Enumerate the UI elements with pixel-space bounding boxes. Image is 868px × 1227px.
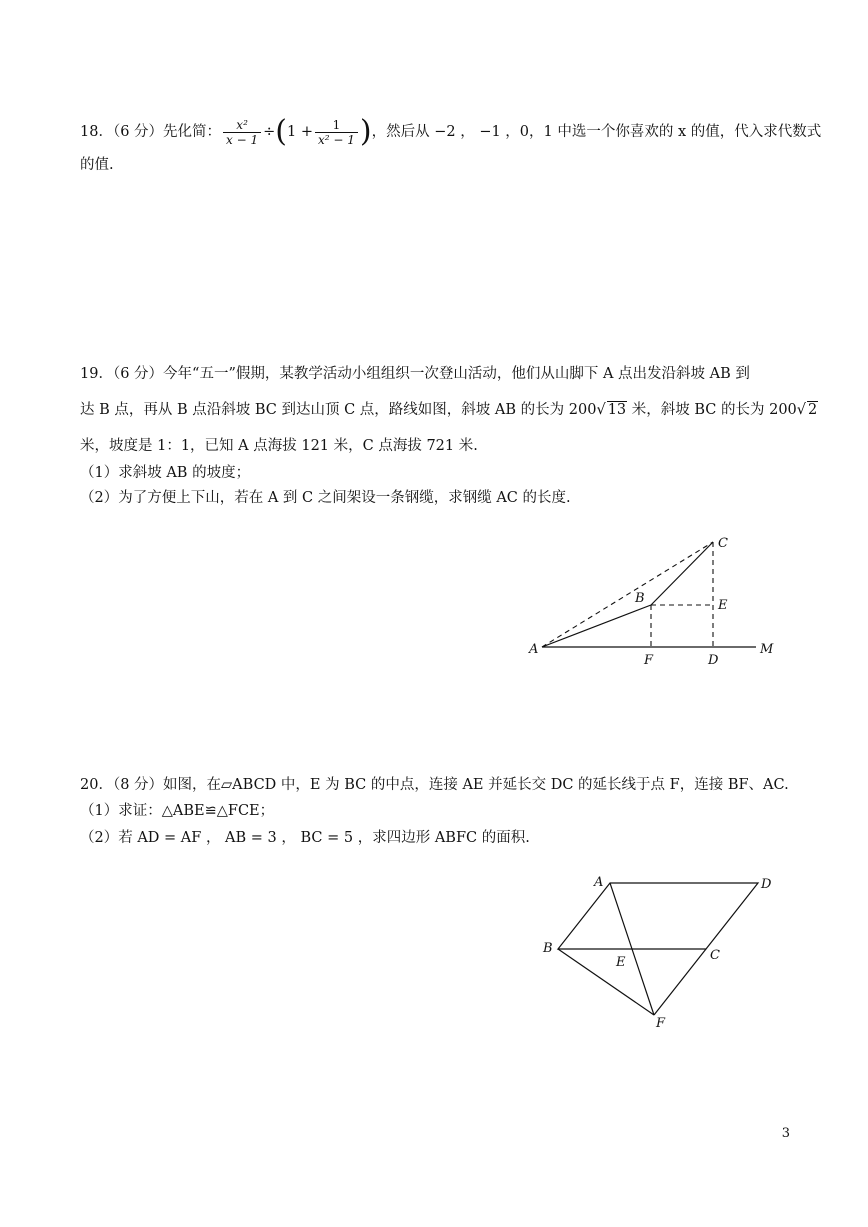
- q19-label-C: C: [718, 536, 728, 551]
- q19-label-E: E: [718, 598, 728, 613]
- q18-fraction-2: [315, 118, 358, 147]
- q19-line-AB: [542, 605, 651, 647]
- q19-label-B: B: [635, 591, 645, 606]
- q18-frac1-numerator: x²: [223, 118, 261, 133]
- q18-line1: 18．（6 分）先化简： $\frac{\text{x²}}{x - 1}$ ÷(1 + $\frac{1}{\text{x² − 1}}$ )，然后从 −2 ， −1 ，0，1 中选一个你喜欢的 x 的值，代入求代数式: [80, 114, 822, 149]
- q20-label-F: F: [656, 1016, 666, 1031]
- q18-frac2-denominator: x² − 1: [318, 132, 355, 147]
- q19-line1: 19．（6 分）今年“五一”假期，某教学活动小组组织一次登山活动，他们从山脚下 A 点出发沿斜坡 AB 到: [80, 366, 750, 382]
- q19-line2-part-a: 达 B 点，再从 B 点沿斜坡 BC 到达山顶 C 点，路线如图，斜坡 AB 的长为 200: [80, 402, 597, 418]
- q19-label-F: F: [644, 653, 654, 668]
- q19-figure: [520, 528, 790, 678]
- q20-part1: （1）求证：△ABE≌△FCE；: [80, 803, 275, 819]
- q19-part1: （1）求斜坡 AB 的坡度；: [80, 465, 251, 481]
- q18-divide-sign: ÷: [263, 124, 276, 140]
- q19-line3: 米，坡度是 1：1，已知 A 点海拔 121 米，C 点海拔 721 米.: [80, 438, 478, 454]
- q20-label-D: D: [761, 877, 772, 892]
- q20-figure: [530, 866, 790, 1036]
- q19-label-M: M: [760, 642, 774, 657]
- q19-line2-part-b: 米，斜坡 BC 的长为 200: [627, 402, 797, 418]
- q18-one-plus: 1 +: [287, 124, 313, 140]
- q19-line2: 达 B 点，再从 B 点沿斜坡 BC 到达山顶 C 点，路线如图，斜坡 AB 的长为 200√ 13 米，斜坡 BC 的长为 200√ 2: [80, 402, 818, 418]
- q20-line1: 20．（8 分）如图，在▱ABCD 中，E 为 BC 的中点，连接 AE 并延长交 DC 的延长线于点 F，连接 BF、AC.: [80, 777, 789, 793]
- q19-line-BC: [651, 542, 713, 605]
- q19-dashed-AC: [542, 542, 713, 647]
- q19-label-D: D: [708, 653, 719, 668]
- q19-label-A: A: [529, 642, 539, 657]
- q20-label-B: B: [543, 941, 553, 956]
- q19-sqrt-13: 13: [607, 402, 627, 418]
- q19-part2: （2）为了方便上下山，若在 A 到 C 之间架设一条钢缆，求钢缆 AC 的长度.: [80, 490, 571, 506]
- q20-label-C: C: [710, 948, 720, 963]
- q20-part2: （2）若 AD = AF ， AB = 3 ， BC = 5 ，求四边形 ABFC 的面积.: [80, 830, 530, 846]
- q18-tail: ，然后从 −2 ， −1 ，0，1 中选一个你喜欢的 x 的值，代入求代数式: [371, 124, 822, 140]
- q18-lead: 18．（6 分）先化简：: [80, 124, 222, 140]
- q20-line-CF: [654, 949, 706, 1015]
- q18-line2: 的值.: [80, 157, 114, 173]
- q18-frac2-numerator: 1: [315, 118, 358, 133]
- q19-sqrt-2: 2: [808, 402, 818, 418]
- q18-frac1-denominator: x − 1: [226, 132, 259, 147]
- q20-label-A: A: [594, 875, 604, 890]
- q20-line-BF: [558, 949, 654, 1015]
- page-number: 3: [781, 1126, 790, 1141]
- q20-label-E: E: [616, 955, 626, 970]
- q18-fraction-1: [223, 118, 261, 147]
- q20-parallelogram-ABCD: [558, 883, 758, 949]
